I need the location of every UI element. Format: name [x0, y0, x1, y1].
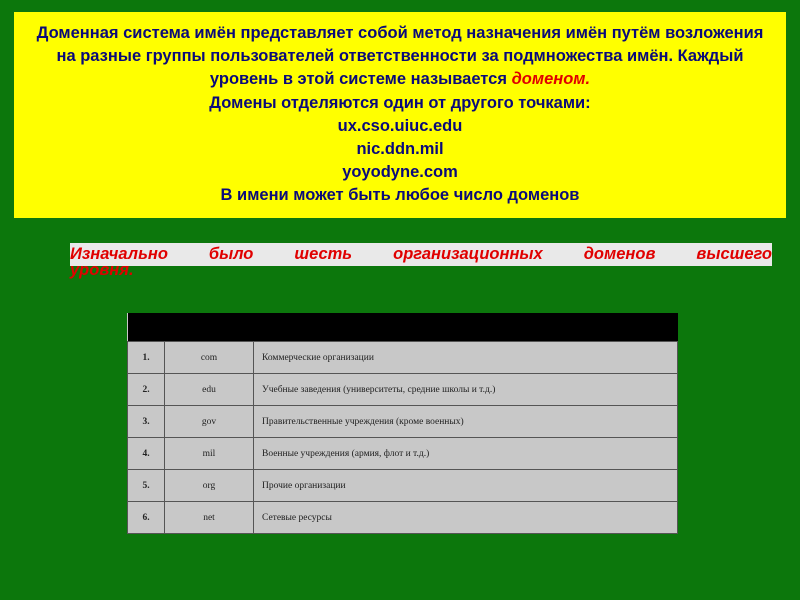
row-number: 5. — [128, 470, 165, 502]
domain-example-2: nic.ddn.mil — [356, 140, 444, 159]
row-description: Военные учреждения (армия, флот и т.д.) — [254, 438, 678, 470]
row-domain: mil — [165, 438, 254, 470]
note-line2: уровня. — [70, 261, 134, 279]
row-description: Прочие организации — [254, 470, 678, 502]
domain-example-3: yoyodyne.com — [342, 163, 458, 182]
intro-accent-term: доменом — [511, 70, 586, 89]
table-row — [128, 470, 678, 502]
intro-line1: Доменная система имён представляет собой метод назначения имён путём возложения на разные группы пользователей ответственности за подмножества имён. Каждый уровень в этой системе называется — [36, 24, 764, 89]
row-domain: com — [165, 342, 254, 374]
row-description: Правительственные учреждения (кроме военных) — [254, 406, 678, 438]
table-header-row — [128, 313, 678, 342]
intro-line2: Домены отделяются один от другого точками: — [209, 93, 591, 112]
tld-table — [127, 313, 678, 534]
row-domain: edu — [165, 374, 254, 406]
domain-example-1: ux.cso.uiuc.edu — [337, 116, 463, 135]
row-description: Сетевые ресурсы — [254, 502, 678, 534]
table-row — [128, 502, 678, 534]
row-domain: org — [165, 470, 254, 502]
note-text — [70, 243, 772, 280]
table-row — [128, 374, 678, 406]
row-number: 1. — [128, 342, 165, 374]
intro-line1-end: . — [585, 70, 591, 89]
table-row — [128, 406, 678, 438]
row-number: 2. — [128, 374, 165, 406]
row-domain: gov — [165, 406, 254, 438]
note-line1: Изначально было шесть организационных доменов высшего — [70, 245, 772, 263]
intro-line3: В имени может быть любое число доменов — [220, 186, 580, 205]
intro-box — [14, 12, 786, 218]
row-description: Коммерческие организации — [254, 342, 678, 374]
row-number: 4. — [128, 438, 165, 470]
table-row — [128, 342, 678, 374]
row-domain: net — [165, 502, 254, 534]
table-row — [128, 438, 678, 470]
row-description: Учебные заведения (университеты, средние школы и т.д.) — [254, 374, 678, 406]
row-number: 3. — [128, 406, 165, 438]
row-number: 6. — [128, 502, 165, 534]
table-header — [128, 313, 678, 342]
intro-paragraph — [26, 22, 774, 92]
